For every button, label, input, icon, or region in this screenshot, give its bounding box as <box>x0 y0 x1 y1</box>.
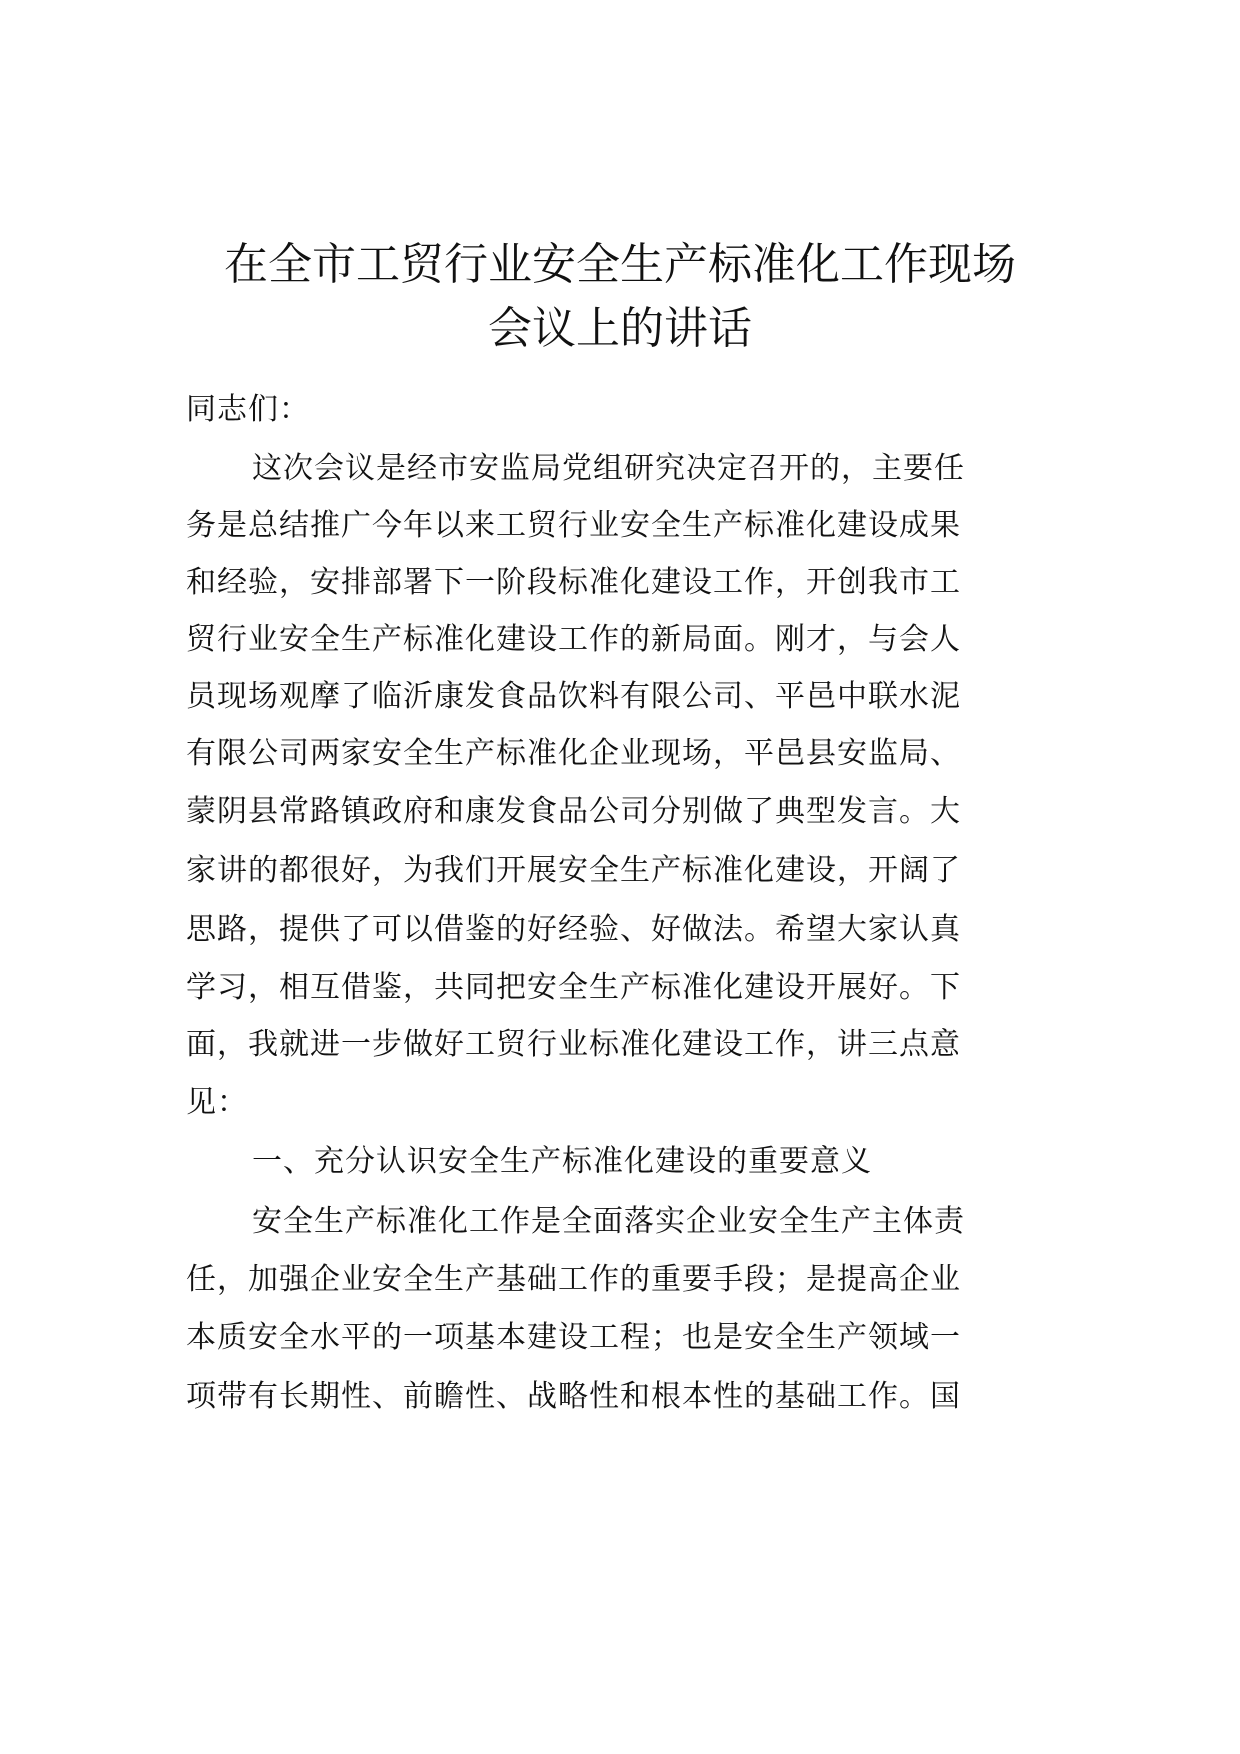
paragraph-2-line-1: 安全生产标准化工作是全面落实企业安全生产主体责 <box>252 1204 965 1239</box>
paragraph-1-line-7: 蒙阴县常路镇政府和康发食品公司分别做了典型发言。大 <box>186 794 961 829</box>
paragraph-1-line-3: 和经验，安排部署下一阶段标准化建设工作，开创我市工 <box>186 565 961 600</box>
paragraph-1-line-6: 有限公司两家安全生产标准化企业现场，平邑县安监局、 <box>186 736 961 771</box>
document-title-line-1: 在全市工贸行业安全生产标准化工作现场 <box>224 239 1016 290</box>
document-title-line-2: 会议上的讲话 <box>488 303 752 354</box>
section-1-heading: 一、充分认识安全生产标准化建设的重要意义 <box>252 1144 872 1179</box>
paragraph-1-line-11: 面，我就进一步做好工贸行业标准化建设工作，讲三点意 <box>186 1027 961 1062</box>
paragraph-1-line-4: 贸行业安全生产标准化建设工作的新局面。刚才，与会人 <box>186 622 961 657</box>
paragraph-2-line-4: 项带有长期性、前瞻性、战略性和根本性的基础工作。国 <box>186 1379 961 1414</box>
paragraph-1-line-5: 员现场观摩了临沂康发食品饮料有限公司、平邑中联水泥 <box>186 679 961 714</box>
paragraph-1-line-9: 思路，提供了可以借鉴的好经验、好做法。希望大家认真 <box>186 912 961 947</box>
paragraph-1-line-10: 学习，相互借鉴，共同把安全生产标准化建设开展好。下 <box>186 970 961 1005</box>
paragraph-2-line-3: 本质安全水平的一项基本建设工程；也是安全生产领域一 <box>186 1320 961 1355</box>
paragraph-1-line-12: 见： <box>186 1085 248 1120</box>
paragraph-1-line-2: 务是总结推广今年以来工贸行业安全生产标准化建设成果 <box>186 508 961 543</box>
paragraph-2-line-2: 任，加强企业安全生产基础工作的重要手段；是提高企业 <box>186 1262 961 1297</box>
paragraph-1-line-1: 这次会议是经市安监局党组研究决定召开的，主要任 <box>252 451 965 486</box>
paragraph-1-line-8: 家讲的都很好，为我们开展安全生产标准化建设，开阔了 <box>186 853 961 888</box>
salutation: 同志们： <box>186 392 310 427</box>
